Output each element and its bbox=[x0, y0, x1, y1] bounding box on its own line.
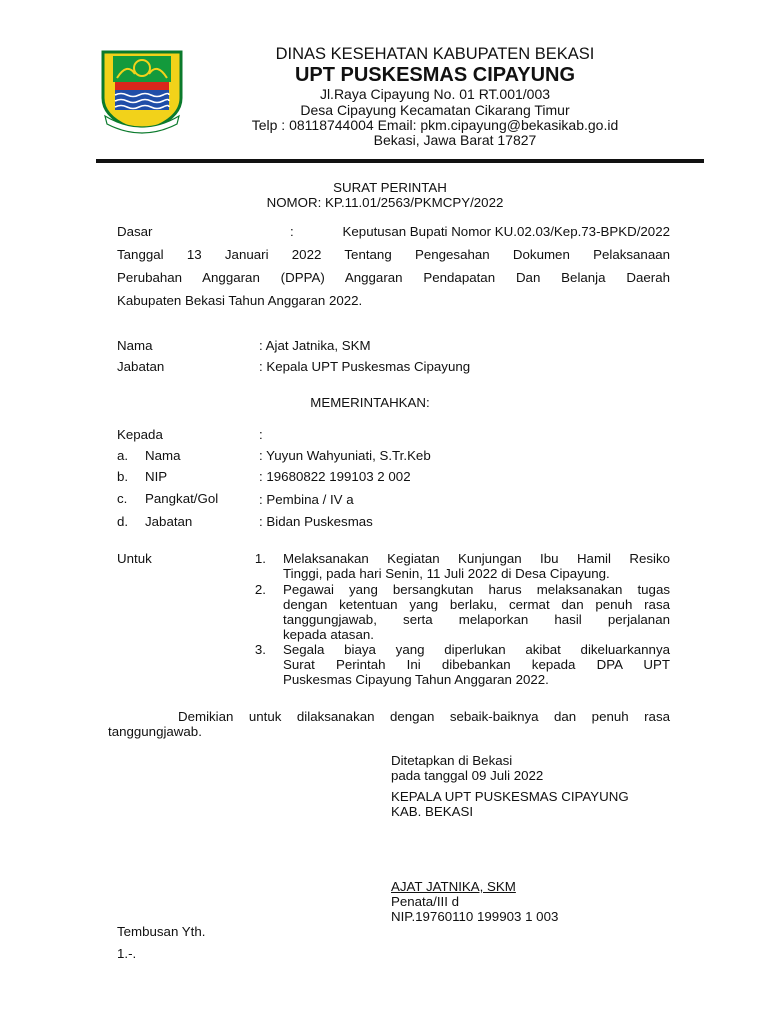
field-letter: b. bbox=[117, 469, 129, 484]
document-number: NOMOR: KP.11.01/2563/PKMCPY/2022 bbox=[266, 195, 504, 210]
issuer-name-label: Nama bbox=[117, 338, 153, 353]
field-label: Nama bbox=[145, 448, 181, 463]
untuk-item: Melaksanakan Kegiatan Kunjungan Ibu Hamil Resiko Tinggi, pada hari Senin, 11 Juli 2022 di Desa Cipayung. bbox=[283, 551, 670, 581]
signature-place: Ditetapkan di Bekasi bbox=[391, 753, 513, 768]
address-line: Jl.Raya Cipayung No. 01 RT.001/003 bbox=[319, 86, 551, 102]
closing-text: tanggungjawab. bbox=[108, 724, 202, 739]
field-letter: c. bbox=[117, 491, 128, 506]
untuk-item: Segala biaya yang diperlukan akibat dikeluarkannya Surat Perintah Ini dibebankan kepada DPA UPT Puskesmas Cipayung Tahun Anggaran 2022. bbox=[283, 642, 670, 687]
item-number: 3. bbox=[254, 642, 266, 657]
field-value: : Bidan Puskesmas bbox=[259, 514, 373, 529]
signatory-name: AJAT JATNIKA, SKM bbox=[391, 879, 516, 894]
signatory-rank: Penata/III d bbox=[391, 894, 460, 909]
signature-title: KEPALA UPT PUSKESMAS CIPAYUNG bbox=[391, 789, 629, 804]
field-value: : Pembina / IV a bbox=[259, 492, 354, 507]
contact-line: Telp : 08118744004 Email: pkm.cipayung@bekasikab.go.id bbox=[251, 117, 619, 133]
closing-text: Demikian untuk dilaksanakan dengan sebaik-baiknya dan penuh rasa bbox=[178, 709, 670, 724]
item-number: 2. bbox=[254, 582, 266, 597]
signature-title: KAB. BEKASI bbox=[391, 804, 474, 819]
cc-item: 1.-. bbox=[117, 946, 137, 961]
field-value: : 19680822 199103 2 002 bbox=[259, 469, 411, 484]
dasar-text: Kabupaten Bekasi Tahun Anggaran 2022. bbox=[117, 293, 363, 308]
dasar-colon: : bbox=[290, 224, 294, 239]
cc-label: Tembusan Yth. bbox=[117, 924, 206, 939]
recipient-label: Kepada bbox=[117, 427, 163, 442]
field-label: Pangkat/Gol bbox=[145, 491, 219, 506]
bekasi-regency-logo bbox=[99, 48, 185, 134]
untuk-label: Untuk bbox=[117, 551, 152, 566]
command-heading: MEMERINTAHKAN: bbox=[310, 395, 430, 410]
dasar-text: Tanggal 13 Januari 2022 Tentang Pengesahan Dokumen Pelaksanaan bbox=[117, 247, 670, 262]
field-label: NIP bbox=[145, 469, 168, 484]
field-value: : Yuyun Wahyuniati, S.Tr.Keb bbox=[259, 448, 431, 463]
city-line: Bekasi, Jawa Barat 17827 bbox=[373, 132, 537, 148]
document-title: SURAT PERINTAH bbox=[333, 180, 447, 195]
issuer-position-value: : Kepala UPT Puskesmas Cipayung bbox=[259, 359, 471, 374]
untuk-item: Pegawai yang bersangkutan harus melaksanakan tugas dengan ketentuan yang berlaku, cermat dan penuh rasa tanggungjawab, serta melaporkan hasil perjalanan kepada atasan. bbox=[283, 582, 670, 642]
signatory-nip: NIP.19760110 199903 1 003 bbox=[391, 909, 559, 924]
unit-name: UPT PUSKESMAS CIPAYUNG bbox=[294, 64, 576, 86]
field-label: Jabatan bbox=[145, 514, 193, 529]
recipient-colon: : bbox=[259, 427, 263, 442]
dasar-text: Perubahan Anggaran (DPPA) Anggaran Pendapatan Dan Belanja Daerah bbox=[117, 270, 670, 285]
address-line: Desa Cipayung Kecamatan Cikarang Timur bbox=[300, 102, 570, 118]
issuer-name-value: : Ajat Jatnika, SKM bbox=[259, 338, 371, 353]
field-letter: d. bbox=[117, 514, 129, 529]
dasar-text: Keputusan Bupati Nomor KU.02.03/Kep.73-BPKD/2022 bbox=[342, 224, 670, 239]
agency-name: DINAS KESEHATAN KABUPATEN BEKASI bbox=[275, 45, 595, 63]
signature-date: pada tanggal 09 Juli 2022 bbox=[391, 768, 544, 783]
issuer-position-label: Jabatan bbox=[117, 359, 165, 374]
item-number: 1. bbox=[254, 551, 266, 566]
dasar-label: Dasar bbox=[117, 224, 153, 239]
header-divider bbox=[96, 159, 704, 163]
field-letter: a. bbox=[117, 448, 129, 463]
